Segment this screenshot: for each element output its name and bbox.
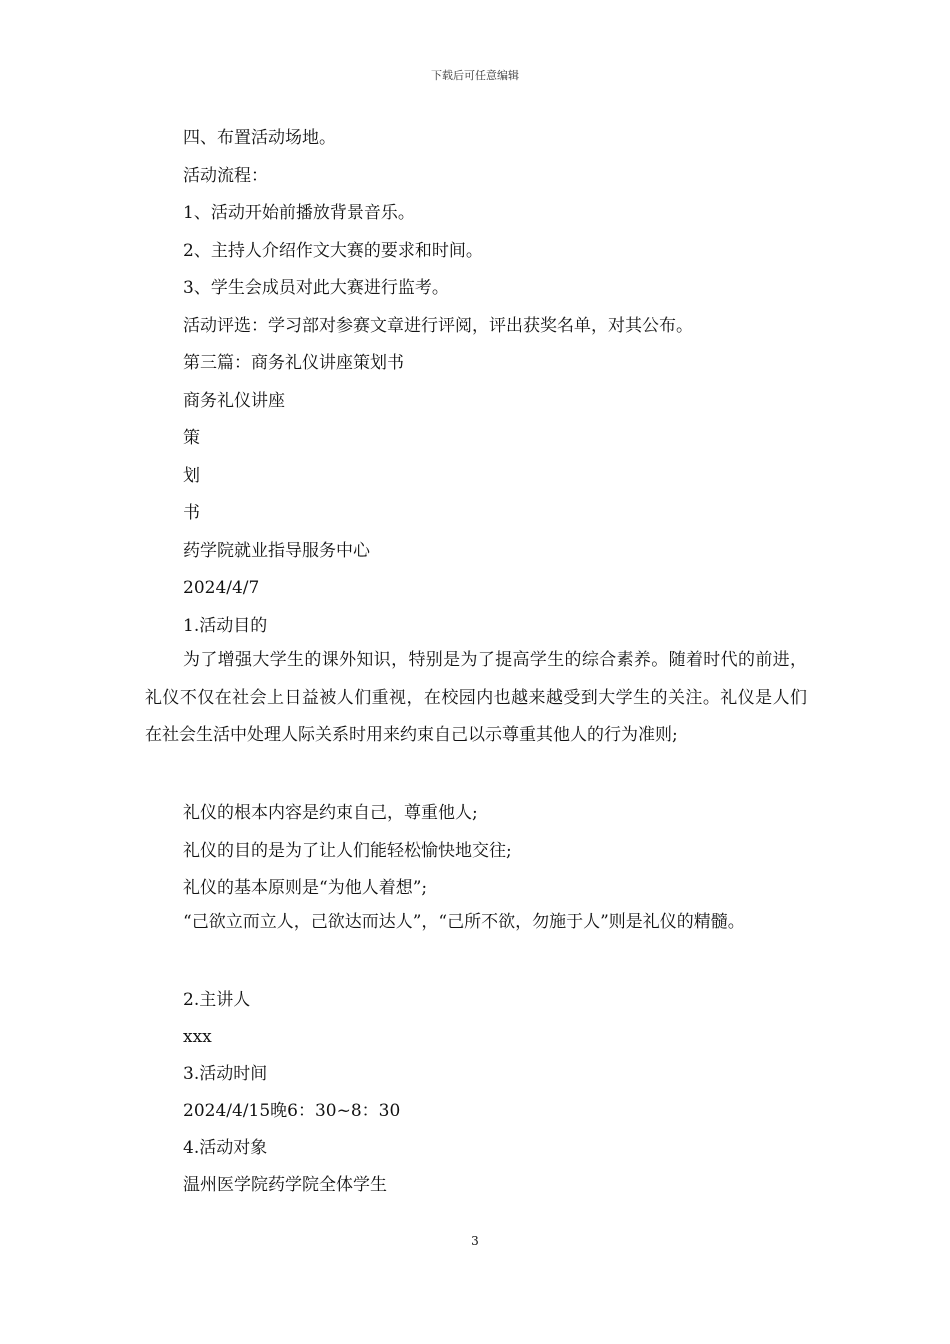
subsection-heading: 4.活动对象 (183, 1138, 268, 1158)
text-line: 1、活动开始前播放背景音乐。 (183, 203, 415, 223)
text-line: 2024/4/15晚6：30~8：30 (183, 1101, 401, 1121)
text-line: 3、学生会成员对此大赛进行监考。 (183, 278, 449, 298)
text-line: 礼仪的基本原则是“为他人着想”; (183, 878, 428, 898)
date-line: 2024/4/7 (183, 578, 260, 598)
page-header: 下载后可任意编辑 (431, 69, 519, 82)
text-line: xxx (183, 1027, 212, 1047)
page-number: 3 (471, 1234, 479, 1248)
text-line: 商务礼仪讲座 (183, 391, 285, 411)
subsection-heading: 2.主讲人 (183, 990, 251, 1010)
text-line: 礼仪的目的是为了让人们能轻松愉快地交往; (183, 841, 512, 861)
paragraph: 为了增强大学生的课外知识，特别是为了提高学生的综合素养。随着时代的前进，礼仪不仅在社会上日益被人们重视，在校园内也越来越受到大学生的关注。礼仪是人们在社会生活中处理人际关系时用来约束自己以示尊重其他人的行为准则; (145, 650, 807, 745)
text-line: 活动评选：学习部对参赛文章进行评阅，评出获奖名单，对其公布。 (183, 316, 693, 336)
text-line: 礼仪的根本内容是约束自己，尊重他人; (183, 803, 478, 823)
text-line: 四、布置活动场地。 (183, 128, 336, 148)
text-line: 书 (183, 503, 200, 523)
text-line: 划 (183, 466, 200, 486)
text-line: 活动流程： (183, 166, 268, 186)
paragraph: “己欲立而立人，己欲达而达人”，“己所不欲，勿施于人”则是礼仪的精髓。 (183, 912, 745, 932)
subsection-heading: 1.活动目的 (183, 616, 268, 636)
text-line: 温州医学院药学院全体学生 (183, 1175, 387, 1195)
text-line: 策 (183, 428, 200, 448)
text-line: 2、主持人介绍作文大赛的要求和时间。 (183, 241, 483, 261)
text-line: 药学院就业指导服务中心 (183, 541, 370, 561)
section-title: 第三篇：商务礼仪讲座策划书 (183, 353, 404, 373)
subsection-heading: 3.活动时间 (183, 1064, 268, 1084)
